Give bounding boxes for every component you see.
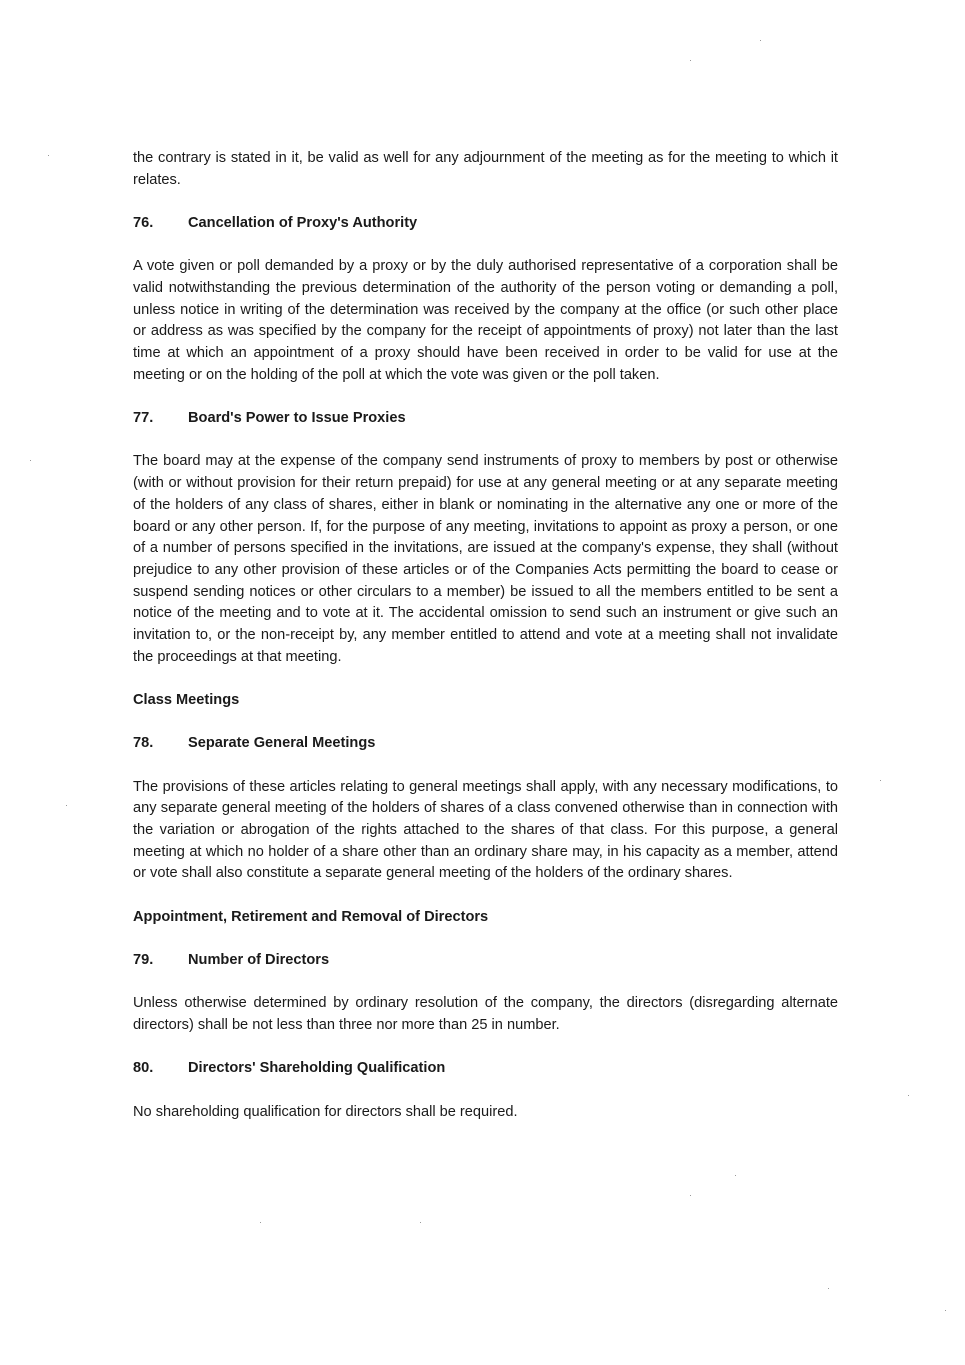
scan-speck <box>880 780 881 781</box>
section-title: Separate General Meetings <box>188 735 376 752</box>
scan-speck <box>48 155 49 156</box>
scan-speck <box>690 1195 691 1196</box>
directors-heading: Appointment, Retirement and Removal of Directors <box>133 908 489 925</box>
scan-speck <box>420 1222 421 1223</box>
scan-speck <box>690 60 691 61</box>
section-number: 76. <box>133 215 154 231</box>
section-number: 79. <box>133 952 154 969</box>
scan-speck <box>760 40 761 41</box>
section-title: Board's Power to Issue Proxies <box>188 410 406 427</box>
scan-speck <box>828 1288 829 1289</box>
section-79-heading <box>133 950 838 972</box>
section-80-heading <box>133 1058 838 1080</box>
section-76-text: A vote given or poll demanded by a proxy or by the duly authorised representative of a corporation shall be valid notwithstanding the previous determination of the authority of the person voting or demanding a poll, unless notice in writing of the determination was received by the company at the office (or such other place or address as was specified by the company for the receipt of appointments of proxy) not later than the last time at which an appointment of a proxy should have been received in order to be valid for use at the meeting or on the holding of the poll at which the vote was given or the poll taken. <box>133 258 838 383</box>
section-78-text: The provisions of these articles relating to general meetings shall apply, with any necessary modifications, to any separate general meeting of the holders of shares of a class convened otherwise than in connection with the variation or abrogation of the rights attached to the shares of that class. For this purpose, a general meeting at which no holder of a share other than an ordinary share may, in his capacity as a member, attend or vote shall also constitute a separate general meeting of the holders of the ordinary shares. <box>133 778 838 882</box>
scan-speck <box>66 805 67 806</box>
section-80-text: No shareholding qualification for directors shall be required. <box>133 1103 518 1120</box>
document-page <box>133 148 838 1145</box>
section-77-heading <box>133 408 838 430</box>
section-78-heading <box>133 733 838 755</box>
section-79-text: Unless otherwise determined by ordinary resolution of the company, the directors (disregarding alternate directors) shall be not less than three nor more than 25 in number. <box>133 995 838 1034</box>
section-number: 78. <box>133 735 154 752</box>
section-title: Directors' Shareholding Qualification <box>188 1060 446 1077</box>
scan-speck <box>30 460 31 461</box>
scan-speck <box>735 1175 736 1176</box>
scan-speck <box>945 1310 946 1311</box>
class-meetings-heading: Class Meetings <box>133 692 240 709</box>
section-number: 77. <box>133 410 154 427</box>
scan-speck <box>260 1222 261 1223</box>
section-76-heading <box>133 213 838 235</box>
scan-speck <box>908 1095 909 1096</box>
intro-paragraph: the contrary is stated in it, be valid as well for any adjournment of the meeting as for the meeting to which it relates. <box>133 150 838 188</box>
section-title: Cancellation of Proxy's Authority <box>188 215 418 231</box>
section-title: Number of Directors <box>188 952 330 969</box>
section-number: 80. <box>133 1060 154 1077</box>
section-77-text: The board may at the expense of the company send instruments of proxy to members by post or otherwise (with or without provision for their return prepaid) for use at any general meeting or at any separate meeting of the holders of any class of shares, either in blank or nominating in the alternative any one or more of the board or any other person. If, for the purpose of any meeting, invitations to appoint as proxy a person, or one of a number of persons specified in the invitations, are issued at the company's expense, they shall (without prejudice to any other provision of these articles or of the Companies Acts permitting the board to cease or suspend sending notices or other circulars to a member) be issued to all the members entitled to be sent a notice of the meeting and to vote at it. The accidental omission to send such an instrument or give such an invitation to, or the non-receipt by, any member entitled to attend and vote at a meeting shall not invalidate the proceedings at that meeting. <box>133 453 838 665</box>
